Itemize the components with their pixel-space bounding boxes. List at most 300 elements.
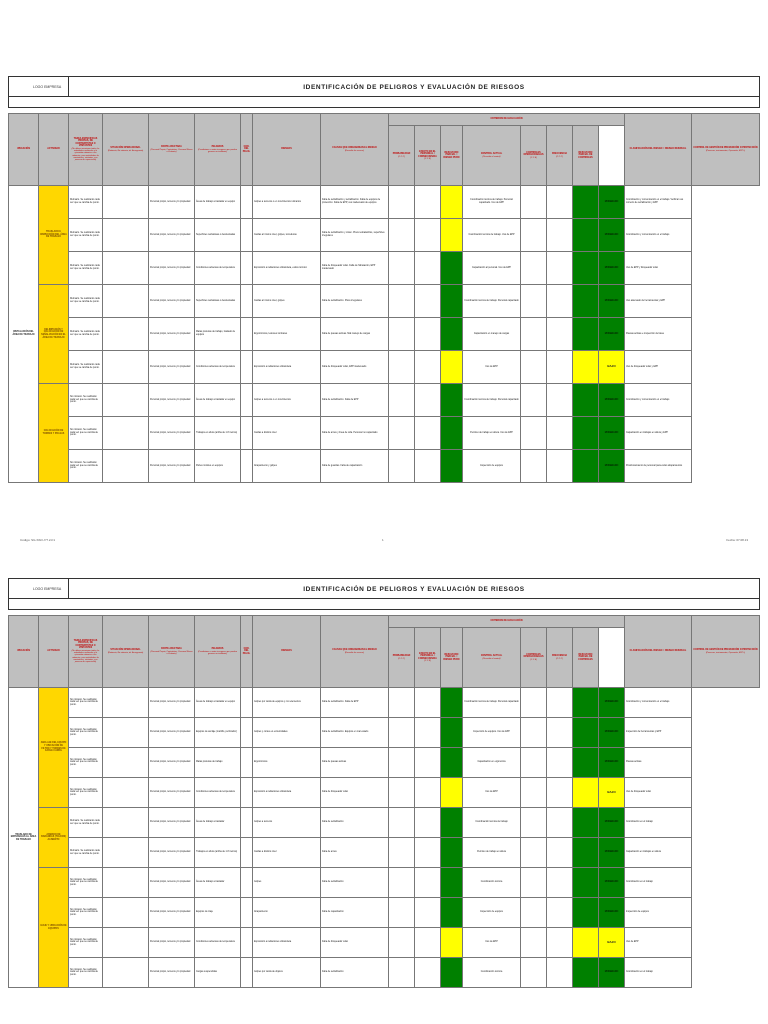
task-description-cell: No rutinario. Se realizarán cada vez que se cambia de punto.	[69, 748, 103, 778]
operational-situation-cell	[103, 808, 149, 838]
header-resultado-parcial	[573, 126, 599, 186]
header-resultado-parcial	[573, 628, 599, 688]
sheet-title-bar	[8, 76, 760, 97]
current-control-cell: Coordinación técnica de trabajo. Personal capacitado. Uso de EPP	[463, 186, 521, 219]
partial-control-result-cell	[573, 868, 599, 898]
partial-control-result-cell	[573, 384, 599, 417]
operational-control-cell	[521, 417, 547, 450]
current-control-cell: Capacitación al personal. Uso de EPP	[463, 252, 521, 285]
current-control-cell: Coordinación técnica	[463, 868, 521, 898]
footer-code: Código: SG-SSO-7/7.2-F1	[20, 538, 56, 542]
header-controles-operacionales	[521, 126, 547, 186]
frequency-cell	[547, 808, 573, 838]
hazard-code-cell	[241, 186, 253, 219]
header-codigo	[241, 114, 253, 186]
partial-control-result-cell	[573, 318, 599, 351]
cause-cell: Falta de bloqueador solar	[321, 928, 389, 958]
affected-party-cell: Personal propio, terceros y/o propiedad	[149, 718, 195, 748]
current-control-cell: Uso de EPP	[463, 778, 521, 808]
risk-sheet-page-2	[8, 578, 760, 1024]
cause-cell: Falta de señalización y señalización. Falta de equipos de protección. Falta de EPP, uso inadecuado de equipos	[321, 186, 389, 219]
cause-cell: Falta de arnés	[321, 838, 389, 868]
partial-control-result-cell	[573, 898, 599, 928]
header-frecuencia	[547, 126, 573, 186]
header-clasificacion	[625, 114, 692, 186]
header-frecuencia-code: (C.C.C)	[556, 155, 563, 158]
header-row	[9, 616, 760, 628]
management-control-cell: Uso adecuado de herramientas y EPP	[625, 285, 692, 318]
partial-control-result-cell	[573, 928, 599, 958]
hazard-cell: Equipos de anclaje (martillo, perforador)	[195, 718, 241, 748]
hazard-code-cell	[241, 868, 253, 898]
table-row	[9, 748, 760, 778]
table-row	[9, 688, 760, 718]
table-row	[9, 808, 760, 838]
effect-cell	[415, 384, 441, 417]
effect-cell	[415, 417, 441, 450]
operational-situation-cell	[103, 384, 149, 417]
header-peligros-note: (Condiciones o actos inseguros que pueden generar un incidente)	[197, 650, 238, 655]
partial-control-result-cell	[573, 688, 599, 718]
hazard-code-cell	[241, 838, 253, 868]
header-ubicacion-label: UBICACIÓN	[16, 148, 30, 151]
header-resultado	[441, 628, 463, 688]
pure-risk-result-cell	[441, 718, 463, 748]
current-control-cell: Capacitación en manejo de cargas	[463, 318, 521, 351]
probability-cell	[389, 898, 415, 928]
probability-cell	[389, 351, 415, 384]
partial-control-result-cell	[573, 838, 599, 868]
table-row	[9, 958, 760, 988]
risk-classification-cell: MODERADO	[599, 219, 625, 252]
header-ubicacion-label: UBICACIÓN	[16, 650, 30, 653]
operational-situation-cell	[103, 417, 149, 450]
header-codigo	[241, 616, 253, 688]
current-control-cell: Coordinación técnica de trabajo. Personal capacitado	[463, 688, 521, 718]
header-controles-operacionales-label: CONTROLES OPERACIONALES	[523, 151, 544, 157]
frequency-cell	[547, 450, 573, 483]
operational-situation-cell	[103, 778, 149, 808]
table-row	[9, 351, 760, 384]
header-control-gestion-label: CONTROL DE GESTIÓN DE PREVENCIÓN O PROTECCIÓN	[693, 147, 758, 150]
frequency-cell	[547, 186, 573, 219]
partial-control-result-cell	[573, 186, 599, 219]
affected-party-cell: Personal propio, terceros y/o propiedad	[149, 417, 195, 450]
operational-situation-cell	[103, 958, 149, 988]
risk-cell: Exposición a radiaciones ultravioleta	[253, 928, 321, 958]
header-situacion-label: SITUACIÓN OPERACIONAL	[110, 649, 141, 652]
cause-cell: Falta de señalización. Equipos en mal estado	[321, 718, 389, 748]
risk-cell: Caídas al mismo nivel, golpes	[253, 285, 321, 318]
task-description-cell: No rutinario. Se realizarán cada vez que se cambia de punto.	[69, 718, 103, 748]
company-logo-placeholder: LOGO EMPRESA	[9, 77, 69, 96]
frequency-cell	[547, 928, 573, 958]
table-row	[9, 318, 760, 351]
hazard-code-cell	[241, 219, 253, 252]
header-riesgos-label: RIESGOS	[281, 148, 292, 151]
hazard-cell: Malas posturas de trabajo	[195, 748, 241, 778]
risk-classification-cell: MODERADO	[599, 450, 625, 483]
current-control-cell: Uso de EPP	[463, 928, 521, 958]
risk-classification-cell: MODERADO	[599, 186, 625, 219]
risk-classification-cell: MODERADO	[599, 384, 625, 417]
task-description-cell: No rutinario. Se realizarán cada vez que se cambia de punto.	[69, 417, 103, 450]
header-riesgos	[253, 114, 321, 186]
effect-cell	[415, 318, 441, 351]
management-control-cell: Coordinación y comunicación en el trabajo	[625, 219, 692, 252]
pure-risk-result-cell	[441, 838, 463, 868]
operational-control-cell	[521, 688, 547, 718]
hazard-code-cell	[241, 450, 253, 483]
operational-control-cell	[521, 384, 547, 417]
table-row	[9, 417, 760, 450]
header-control-actual	[463, 628, 521, 688]
risk-cell: Atrapamiento y golpes	[253, 450, 321, 483]
activity-group-cell: TRASLADO E INSPECCIÓN DEL ÁREA DE TRABAJO	[39, 186, 69, 285]
operational-situation-cell	[103, 252, 149, 285]
header-causas	[321, 114, 389, 186]
risk-cell: Golpes	[253, 868, 321, 898]
header-causas	[321, 616, 389, 688]
current-control-cell: Coordinación técnica de trabajo. Personal capacitado	[463, 285, 521, 318]
activity-group-cell: ARMADO DE BARANDAS (TOLDOS) ALIMENTO	[39, 808, 69, 868]
header-probabilidad	[389, 628, 415, 688]
operational-control-cell	[521, 868, 547, 898]
risk-table	[8, 113, 760, 483]
header-peligros	[195, 114, 241, 186]
header-criterios: CRITERIOS DE EVALUACIÓN	[389, 616, 625, 628]
risk-cell: Atrapamiento	[253, 898, 321, 928]
operational-control-cell	[521, 838, 547, 868]
header-efecto-code: (C.C.S)	[424, 660, 431, 663]
header-frecuencia-code: (C.C.C)	[556, 657, 563, 660]
affected-party-cell: Personal propio, terceros y/o propiedad	[149, 688, 195, 718]
task-description-cell: Rutinario. Se realizarán cada vez que se cambia de punto.	[69, 219, 103, 252]
frequency-cell	[547, 384, 573, 417]
hazard-cell: Malas posturas de trabajo, traslado de equipos	[195, 318, 241, 351]
operational-control-cell	[521, 285, 547, 318]
probability-cell	[389, 252, 415, 285]
risk-classification-cell: MODERADO	[599, 417, 625, 450]
title-spacer-row	[8, 97, 760, 108]
header-controles-operacionales-code: (C.C.E)	[530, 156, 537, 159]
operational-situation-cell	[103, 186, 149, 219]
frequency-cell	[547, 868, 573, 898]
current-control-cell: Permiso de trabajo en altura. Uso de EPP	[463, 417, 521, 450]
partial-control-result-cell	[573, 219, 599, 252]
probability-cell	[389, 808, 415, 838]
pure-risk-result-cell	[441, 285, 463, 318]
header-control-actual-label: CONTROL ACTUAL	[480, 655, 503, 658]
probability-cell	[389, 450, 415, 483]
operational-situation-cell	[103, 285, 149, 318]
operational-control-cell	[521, 928, 547, 958]
frequency-cell	[547, 838, 573, 868]
frequency-cell	[547, 417, 573, 450]
operational-situation-cell	[103, 688, 149, 718]
cause-cell: Falta de guardas. Falta de capacitación	[321, 450, 389, 483]
risk-classification-cell: MODERADO	[599, 318, 625, 351]
frequency-cell	[547, 219, 573, 252]
table-header	[9, 616, 760, 688]
effect-cell	[415, 808, 441, 838]
current-control-cell: Uso de EPP	[463, 351, 521, 384]
cause-cell: Falta de bloqueador solar, EPP inadecuado	[321, 351, 389, 384]
probability-cell	[389, 417, 415, 450]
partial-control-result-cell	[573, 718, 599, 748]
header-efecto-label: EFECTO EN EL PERSONAL / CONSECUENCIA	[418, 150, 437, 158]
sheet-title: IDENTIFICACIÓN DE PELIGROS Y EVALUACIÓN DE RIESGOS	[303, 84, 525, 91]
partial-control-result-cell	[573, 808, 599, 838]
frequency-cell	[547, 285, 573, 318]
table-row	[9, 450, 760, 483]
operational-control-cell	[521, 808, 547, 838]
effect-cell	[415, 285, 441, 318]
task-description-cell: No rutinario. Se realizarán cada vez que se cambia de punto.	[69, 778, 103, 808]
current-control-cell: Coordinación técnica de trabajo. Uso de EPP	[463, 219, 521, 252]
page-footer	[20, 538, 748, 548]
management-control-cell: Pausas activas e inspección del área	[625, 318, 692, 351]
header-probabilidad-label: PROBABILIDAD	[392, 153, 411, 156]
header-ubicacion	[9, 114, 39, 186]
activity-group-cell: ANCLAJE DEL EQUIPO Y UBICACIÓN DE FILTRO Y TORRES DE CABLE CARRIL	[39, 688, 69, 808]
header-actividad	[39, 616, 69, 688]
probability-cell	[389, 219, 415, 252]
header-actividad	[39, 114, 69, 186]
header-control-actual	[463, 126, 521, 186]
ubicacion-cell: TRASLADO DE MATERIALES AL ÁREA DE TRABAJO	[9, 688, 39, 988]
cause-cell: Falta de capacitación	[321, 898, 389, 928]
probability-cell	[389, 958, 415, 988]
current-control-cell: Coordinación técnica de trabajo. Personal capacitado	[463, 384, 521, 417]
management-control-cell: Pausas activas	[625, 748, 692, 778]
header-control-actual-code: (Describir el control)	[482, 155, 501, 158]
partial-control-result-cell	[573, 417, 599, 450]
risk-classification-cell: BAJO	[599, 778, 625, 808]
effect-cell	[415, 252, 441, 285]
hazard-code-cell	[241, 384, 253, 417]
header-actividad-label: ACTIVIDAD	[47, 650, 60, 653]
header-efecto-code: (C.C.S)	[424, 158, 431, 161]
risk-classification-cell: MODERADO	[599, 252, 625, 285]
management-control-cell: Capacitación en trabajos en altura	[625, 838, 692, 868]
task-description-cell: No rutinario. Se realizarán cada vez que se cambia de punto.	[69, 450, 103, 483]
header-peligros-note: (Condiciones o actos inseguros que pueden generar un incidente)	[197, 148, 238, 153]
header-resultado-label: RESULTADO PARCIAL = RIESGO PURO	[443, 653, 460, 661]
header-causas-label: CAUSAS QUE ORIGINARIAN EL RIESGO	[332, 147, 377, 150]
effect-cell	[415, 688, 441, 718]
current-control-cell: Inspección de equipos. Uso de EPP	[463, 718, 521, 748]
activity-group-cell: COLOCACIÓN DE TORRES Y POLEAS	[39, 384, 69, 483]
frequency-cell	[547, 958, 573, 988]
probability-cell	[389, 838, 415, 868]
header-ubicacion	[9, 616, 39, 688]
header-tarea	[69, 114, 103, 186]
management-control-cell: Coordinación en el trabajo	[625, 808, 692, 838]
operational-situation-cell	[103, 868, 149, 898]
frequency-cell	[547, 898, 573, 928]
risk-cell: Golpes a terceros	[253, 808, 321, 838]
hazard-code-cell	[241, 898, 253, 928]
hazard-cell: Áreas de trabajo a trasladar	[195, 808, 241, 838]
hazard-code-cell	[241, 748, 253, 778]
pure-risk-result-cell	[441, 748, 463, 778]
operational-control-cell	[521, 958, 547, 988]
header-probabilidad	[389, 126, 415, 186]
risk-classification-cell: MODERADO	[599, 718, 625, 748]
hazard-cell: Áreas de trabajo a trasladar	[195, 868, 241, 898]
header-peligros-label: PELIGROS	[211, 647, 224, 650]
ubicacion-cell: INSTALACIÓN DEL ÁREA DE TRABAJO	[9, 186, 39, 483]
pure-risk-result-cell	[441, 958, 463, 988]
header-resultado-label: RESULTADO PARCIAL = RIESGO PURO	[443, 151, 460, 159]
affected-party-cell: Personal propio, terceros y/o propiedad	[149, 748, 195, 778]
header-tarea-note: (Se deben mencionar todas las actividades realizadas y la ejecución rutinarias o no rutinarias, para actividades de contratistas, visitantes y en proceso de supervisión)	[71, 649, 100, 664]
operational-situation-cell	[103, 718, 149, 748]
cause-cell: Falta de señalización	[321, 958, 389, 988]
footer-date: Fecha: 07.08.13	[726, 538, 748, 542]
affected-party-cell: Personal propio, terceros y/o propiedad	[149, 450, 195, 483]
header-control-actual-code: (Describir el control)	[482, 657, 501, 660]
effect-cell	[415, 718, 441, 748]
operational-situation-cell	[103, 898, 149, 928]
current-control-cell: Inspección de equipos	[463, 898, 521, 928]
header-riesgos-label: RIESGOS	[281, 650, 292, 653]
risk-cell: Golpes por caída de objetos	[253, 958, 321, 988]
probability-cell	[389, 318, 415, 351]
effect-cell	[415, 928, 441, 958]
header-probabilidad-code: (C.C.C)	[398, 155, 405, 158]
current-control-cell: Permiso de trabajo en altura	[463, 838, 521, 868]
header-tarea-label: TAREA ESPECIFICAS PROPIAS, DE CONTRATISTAS O VISITANTES	[73, 639, 98, 650]
operational-situation-cell	[103, 928, 149, 958]
cause-cell: Falta de bloqueador solar. Falta de hidratación, EPP inadecuado	[321, 252, 389, 285]
risk-cell: Caídas a distinto nivel	[253, 417, 321, 450]
current-control-cell: Capacitación en ergonomía	[463, 748, 521, 778]
header-clasificacion-label: CLASIFICACIÓN DEL RIESGO = RIESGO RESIDUAL	[629, 148, 687, 151]
pure-risk-result-cell	[441, 688, 463, 718]
hazard-code-cell	[241, 417, 253, 450]
risk-sheet-page-1	[8, 76, 760, 536]
header-parte-afectada-note: (Personal Propio, Contratistas, Personal Nuevo o Visitante)	[150, 148, 193, 153]
header-tarea-note: (Se deben mencionar todas las actividades realizadas y la ejecución rutinarias o no rutinarias, para actividades de contratistas, visitantes y en proceso de supervisión)	[71, 147, 100, 162]
probability-cell	[389, 186, 415, 219]
current-control-cell: Inspección de equipos	[463, 450, 521, 483]
risk-classification-cell: MODERADO	[599, 958, 625, 988]
risk-classification-cell: MODERADO	[599, 688, 625, 718]
probability-cell	[389, 384, 415, 417]
operational-control-cell	[521, 186, 547, 219]
risk-classification-cell: MODERADO	[599, 898, 625, 928]
task-description-cell: No rutinario. Se realizarán cada vez que se cambia de punto.	[69, 898, 103, 928]
affected-party-cell: Personal propio, terceros y/o propiedad	[149, 219, 195, 252]
management-control-cell: Coordinación y comunicación en el trabajo. Verificar uso correcto de señalización y EPP	[625, 186, 692, 219]
header-codigo-label: COD. DEL PELIG.	[242, 647, 251, 655]
affected-party-cell: Personal propio, terceros y/o propiedad	[149, 318, 195, 351]
affected-party-cell: Personal propio, terceros y/o propiedad	[149, 808, 195, 838]
affected-party-cell: Personal propio, terceros y/o propiedad	[149, 838, 195, 868]
header-parte-afectada-label: PARTE AFECTADA	[161, 647, 182, 650]
management-control-cell: Coordinación y comunicación en el trabajo	[625, 688, 692, 718]
header-controles-operacionales	[521, 628, 547, 688]
risk-cell: Exposición a radiaciones ultravioleta, estrés térmico	[253, 252, 321, 285]
risk-cell: Exposición a radiaciones ultravioleta	[253, 351, 321, 384]
management-control-cell: Uso de EPP y bloqueador solar	[625, 252, 692, 285]
header-peligros-label: PELIGROS	[211, 145, 224, 148]
header-frecuencia-label: FRECUENCIA	[551, 655, 568, 658]
task-description-cell: No rutinario. Se realizarán cada vez que se cambia de punto.	[69, 688, 103, 718]
affected-party-cell: Personal propio, terceros y/o propiedad	[149, 778, 195, 808]
table-body	[9, 186, 760, 483]
company-logo-placeholder: LOGO EMPRESA	[9, 579, 69, 598]
effect-cell	[415, 186, 441, 219]
header-situacion-label: SITUACIÓN OPERACIONAL	[110, 147, 141, 150]
risk-cell: Golpes y cortes en extremidades	[253, 718, 321, 748]
effect-cell	[415, 898, 441, 928]
table-row	[9, 778, 760, 808]
header-efecto	[415, 628, 441, 688]
operational-situation-cell	[103, 450, 149, 483]
header-efecto	[415, 126, 441, 186]
management-control-cell: Posicionamiento de personal para evitar atrapamientos	[625, 450, 692, 483]
header-peligros	[195, 616, 241, 688]
hazard-code-cell	[241, 958, 253, 988]
pure-risk-result-cell	[441, 384, 463, 417]
cause-cell: Falta de señalización	[321, 868, 389, 898]
frequency-cell	[547, 252, 573, 285]
header-row	[9, 114, 760, 126]
probability-cell	[389, 778, 415, 808]
partial-control-result-cell	[573, 351, 599, 384]
table-row	[9, 285, 760, 318]
header-parte-afectada	[149, 114, 195, 186]
header-clasificacion	[625, 616, 692, 688]
task-description-cell: Rutinario. Se realizarán cada vez que se cambia de punto.	[69, 351, 103, 384]
hazard-cell: Trabajos en altura (arriba de 1.8 metros)	[195, 838, 241, 868]
operational-control-cell	[521, 351, 547, 384]
header-situacion	[103, 616, 149, 688]
cause-cell: Falta de señalización. Falta de EPP	[321, 688, 389, 718]
operational-control-cell	[521, 778, 547, 808]
management-control-cell: Coordinación y comunicación en el trabajo	[625, 384, 692, 417]
management-control-cell: Capacitación en trabajos en altura y EPP	[625, 417, 692, 450]
frequency-cell	[547, 748, 573, 778]
effect-cell	[415, 958, 441, 988]
affected-party-cell: Personal propio, terceros y/o propiedad	[149, 285, 195, 318]
sheet-title: IDENTIFICACIÓN DE PELIGROS Y EVALUACIÓN DE RIESGOS	[303, 586, 525, 593]
risk-classification-cell: MODERADO	[599, 868, 625, 898]
management-control-cell: Coordinación en el trabajo	[625, 958, 692, 988]
header-controles-operacionales-label: CONTROLES OPERACIONALES	[523, 653, 544, 659]
affected-party-cell: Personal propio, terceros y/o propiedad	[149, 252, 195, 285]
cause-cell: Falta de señalización	[321, 808, 389, 838]
header-criterios: CRITERIOS DE EVALUACIÓN	[389, 114, 625, 126]
affected-party-cell: Personal propio, terceros y/o propiedad	[149, 384, 195, 417]
frequency-cell	[547, 688, 573, 718]
probability-cell	[389, 285, 415, 318]
hazard-cell: Partes móviles en equipos	[195, 450, 241, 483]
header-efecto-label: EFECTO EN EL PERSONAL / CONSECUENCIA	[418, 652, 437, 660]
risk-classification-cell: MODERADO	[599, 285, 625, 318]
risk-classification-cell: MODERADO	[599, 838, 625, 868]
pure-risk-result-cell	[441, 808, 463, 838]
hazard-code-cell	[241, 688, 253, 718]
header-parte-afectada-label: PARTE AFECTADA	[161, 145, 182, 148]
hazard-cell: Áreas de trabajo a trasladar en equipo	[195, 186, 241, 219]
header-frecuencia-label: FRECUENCIA	[551, 153, 568, 156]
header-tarea	[69, 616, 103, 688]
affected-party-cell: Personal propio, terceros y/o propiedad	[149, 928, 195, 958]
